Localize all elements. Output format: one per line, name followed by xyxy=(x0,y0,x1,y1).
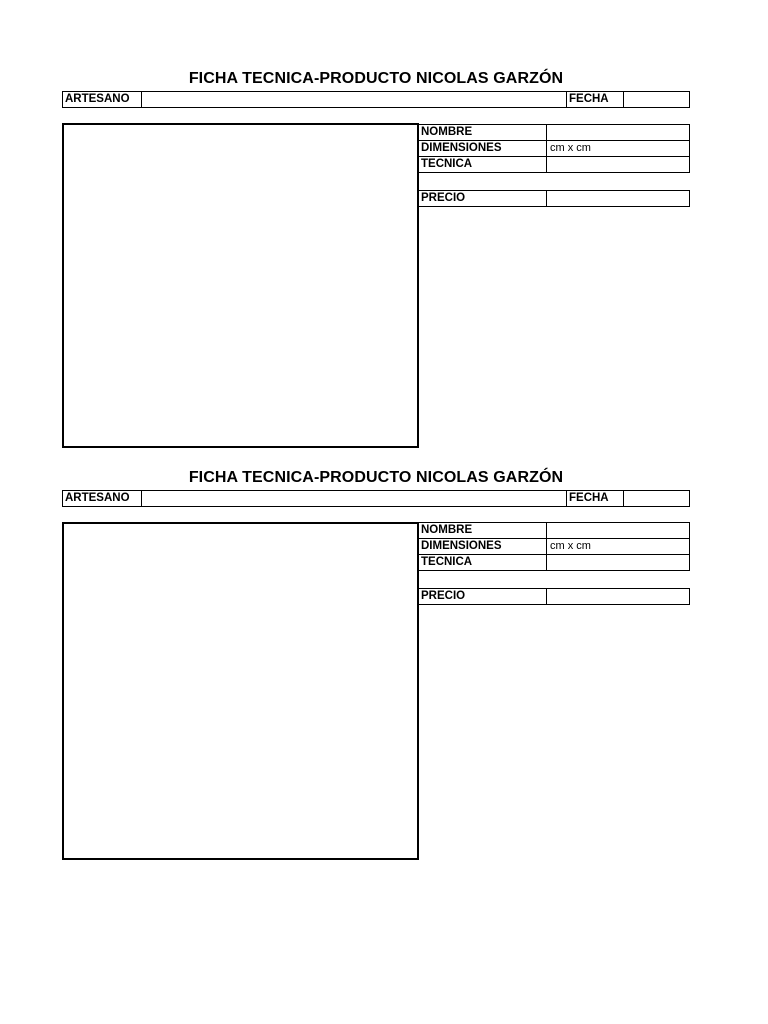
precio-label: PRECIO xyxy=(421,590,466,602)
sheet-title: FICHA TECNICA-PRODUCTO NICOLAS GARZÓN xyxy=(188,70,564,87)
tecnica-row xyxy=(418,157,690,173)
dimensiones-field[interactable]: cm x cm xyxy=(550,142,591,154)
dimensiones-row xyxy=(418,141,690,157)
tecnica-label: TECNICA xyxy=(421,158,473,170)
nombre-row xyxy=(418,124,690,141)
artesano-label: ARTESANO xyxy=(65,93,130,105)
precio-label: PRECIO xyxy=(421,192,466,204)
artisan-date-bar xyxy=(62,91,690,108)
fecha-label: FECHA xyxy=(569,93,609,105)
nombre-row xyxy=(418,522,690,539)
artisan-date-bar xyxy=(62,490,690,507)
artesano-field[interactable] xyxy=(142,92,566,107)
tecnica-label: TECNICA xyxy=(421,556,473,568)
precio-row xyxy=(418,588,690,605)
dimensiones-row xyxy=(418,539,690,555)
product-photo-box[interactable] xyxy=(62,522,419,860)
fecha-label: FECHA xyxy=(569,492,609,504)
artesano-label: ARTESANO xyxy=(65,492,130,504)
sheet-title: FICHA TECNICA-PRODUCTO NICOLAS GARZÓN xyxy=(188,469,564,486)
dimensiones-label: DIMENSIONES xyxy=(421,540,502,552)
fecha-field[interactable] xyxy=(624,491,689,506)
dimensiones-label: DIMENSIONES xyxy=(421,142,502,154)
nombre-label: NOMBRE xyxy=(421,524,473,536)
nombre-label: NOMBRE xyxy=(421,126,473,138)
precio-row xyxy=(418,190,690,207)
artesano-field[interactable] xyxy=(142,491,566,506)
dimensiones-field[interactable]: cm x cm xyxy=(550,540,591,552)
tecnica-row xyxy=(418,555,690,571)
fecha-field[interactable] xyxy=(624,92,689,107)
product-photo-box[interactable] xyxy=(62,123,419,448)
